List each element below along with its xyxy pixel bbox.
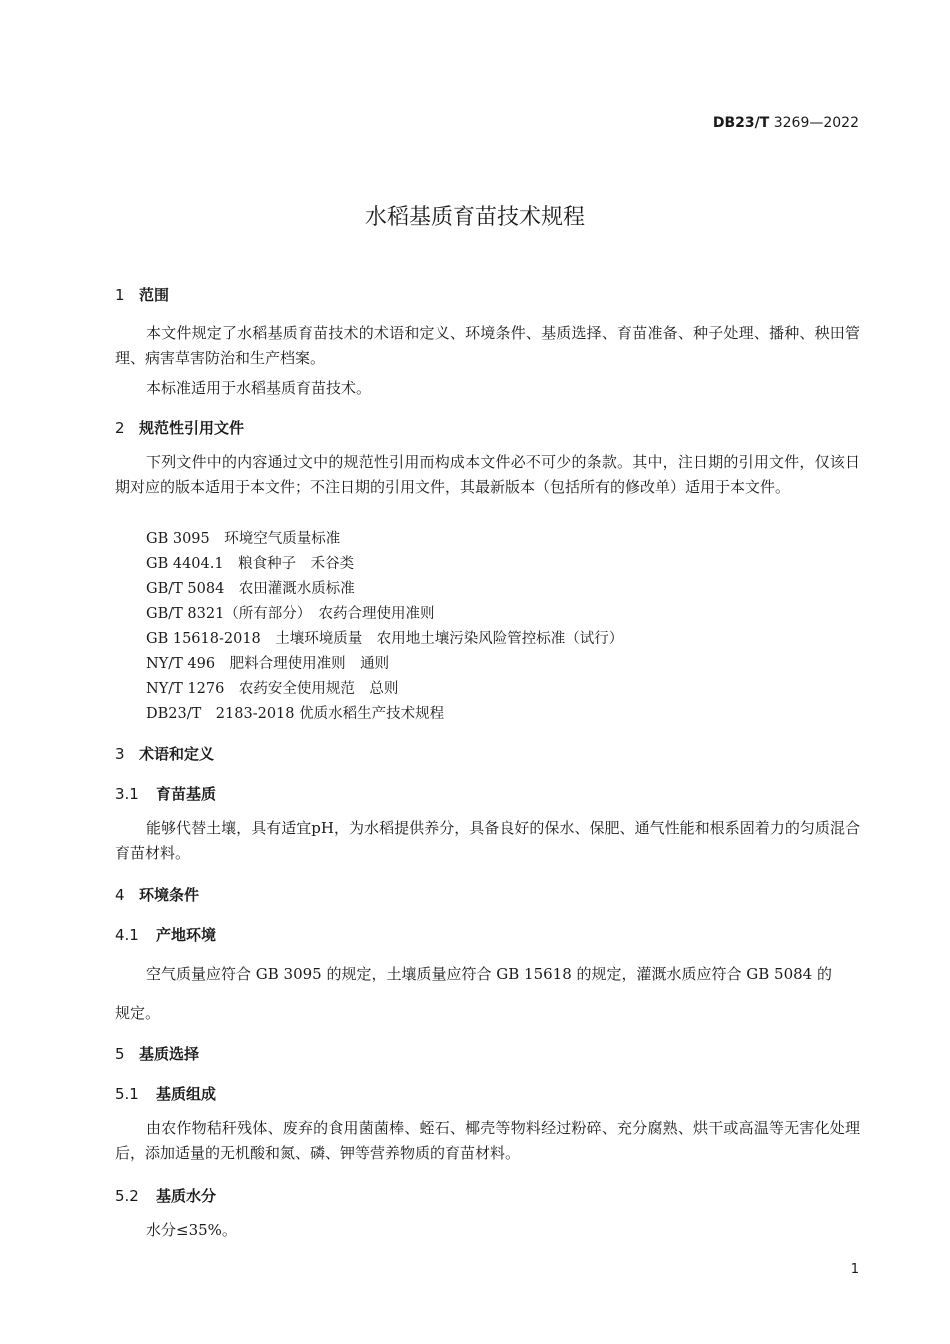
standard-code: [713, 115, 859, 131]
subsection-title: 基质组成: [156, 1085, 217, 1103]
section-title: 规范性引用文件: [139, 419, 245, 437]
section-number: 4: [115, 886, 125, 904]
subsection-5-1-paragraph: 由农作物秸秆残体、废弃的食用菌菌棒、蛭石、椰壳等物料经过粉碎、充分腐熟、烘干或高温等无害化处理后，添加适量的无机酸和氮、磷、钾等营养物质的育苗材料。: [115, 1119, 860, 1162]
section-title: 范围: [139, 286, 170, 304]
section-4-heading: [115, 884, 199, 905]
subsection-4-1-heading: [115, 924, 216, 945]
section-3-heading: [115, 743, 214, 764]
section-number: 3: [115, 745, 125, 763]
document-title: 水稻基质育苗技术规程: [364, 205, 585, 230]
section-number: 5: [115, 1045, 125, 1063]
section-title: 环境条件: [139, 886, 200, 904]
reference-item: DB23/T 2183-2018 优质水稻生产技术规程: [146, 706, 445, 722]
reference-item: GB 3095 环境空气质量标准: [146, 531, 341, 547]
reference-item: NY/T 1276 农药安全使用规范 总则: [146, 681, 399, 697]
subsection-3-1-heading: [115, 783, 216, 804]
reference-item: NY/T 496 肥料合理使用准则 通则: [146, 656, 390, 672]
reference-item: GB 15618-2018 土壤环境质量 农用地土壤污染风险管控标准（试行）: [146, 631, 624, 647]
subsection-number: 5.1: [115, 1085, 139, 1103]
subsection-number: 3.1: [115, 785, 139, 803]
subsection-5-1-heading: [115, 1083, 216, 1104]
subsection-title: 基质水分: [156, 1187, 217, 1205]
subsection-title: 产地环境: [156, 926, 217, 944]
section-5-heading: [115, 1043, 199, 1064]
section-1-heading: [115, 284, 169, 305]
section-number: 1: [115, 286, 125, 304]
reference-item: GB/T 5084 农田灌溉水质标准: [146, 581, 355, 597]
subsection-title: 育苗基质: [156, 785, 217, 803]
section-1-paragraph-2: 本标准适用于水稻基质育苗技术。: [146, 379, 372, 397]
subsection-3-1-paragraph: 能够代替土壤，具有适宜pH，为水稻提供养分，具备良好的保水、保肥、通气性能和根系固着力的匀质混合育苗材料。: [115, 819, 860, 862]
subsection-5-2-paragraph: 水分≤35%。: [146, 1221, 237, 1239]
reference-item: GB/T 8321（所有部分） 农药合理使用准则: [146, 606, 435, 622]
subsection-number: 5.2: [115, 1187, 139, 1205]
subsection-4-1-paragraph-line-1: 空气质量应符合 GB 3095 的规定，土壤质量应符合 GB 15618 的规定，灌溉水质应符合 GB 5084 的: [146, 965, 832, 983]
page-number: 1: [850, 1262, 859, 1277]
reference-item: GB 4404.1 粮食种子 禾谷类: [146, 556, 355, 572]
section-number: 2: [115, 419, 125, 437]
subsection-number: 4.1: [115, 926, 139, 944]
standard-code-prefix: DB23/T: [712, 115, 770, 131]
section-2-heading: [115, 417, 244, 438]
subsection-5-2-heading: [115, 1185, 216, 1206]
section-2-paragraph: 下列文件中的内容通过文中的规范性引用而构成本文件必不可少的条款。其中，注日期的引用文件，仅该日期对应的版本适用于本文件；不注日期的引用文件，其最新版本（包括所有的修改单）适用于本文件。: [115, 453, 860, 496]
subsection-4-1-paragraph-line-2: 规定。: [115, 1004, 161, 1022]
section-title: 基质选择: [139, 1045, 200, 1063]
section-1-paragraph-1: 本文件规定了水稻基质育苗技术的术语和定义、环境条件、基质选择、育苗准备、种子处理、播种、秧田管理、病害草害防治和生产档案。: [115, 324, 860, 367]
standard-code-number: 3269—2022: [769, 115, 859, 131]
section-title: 术语和定义: [139, 745, 215, 763]
